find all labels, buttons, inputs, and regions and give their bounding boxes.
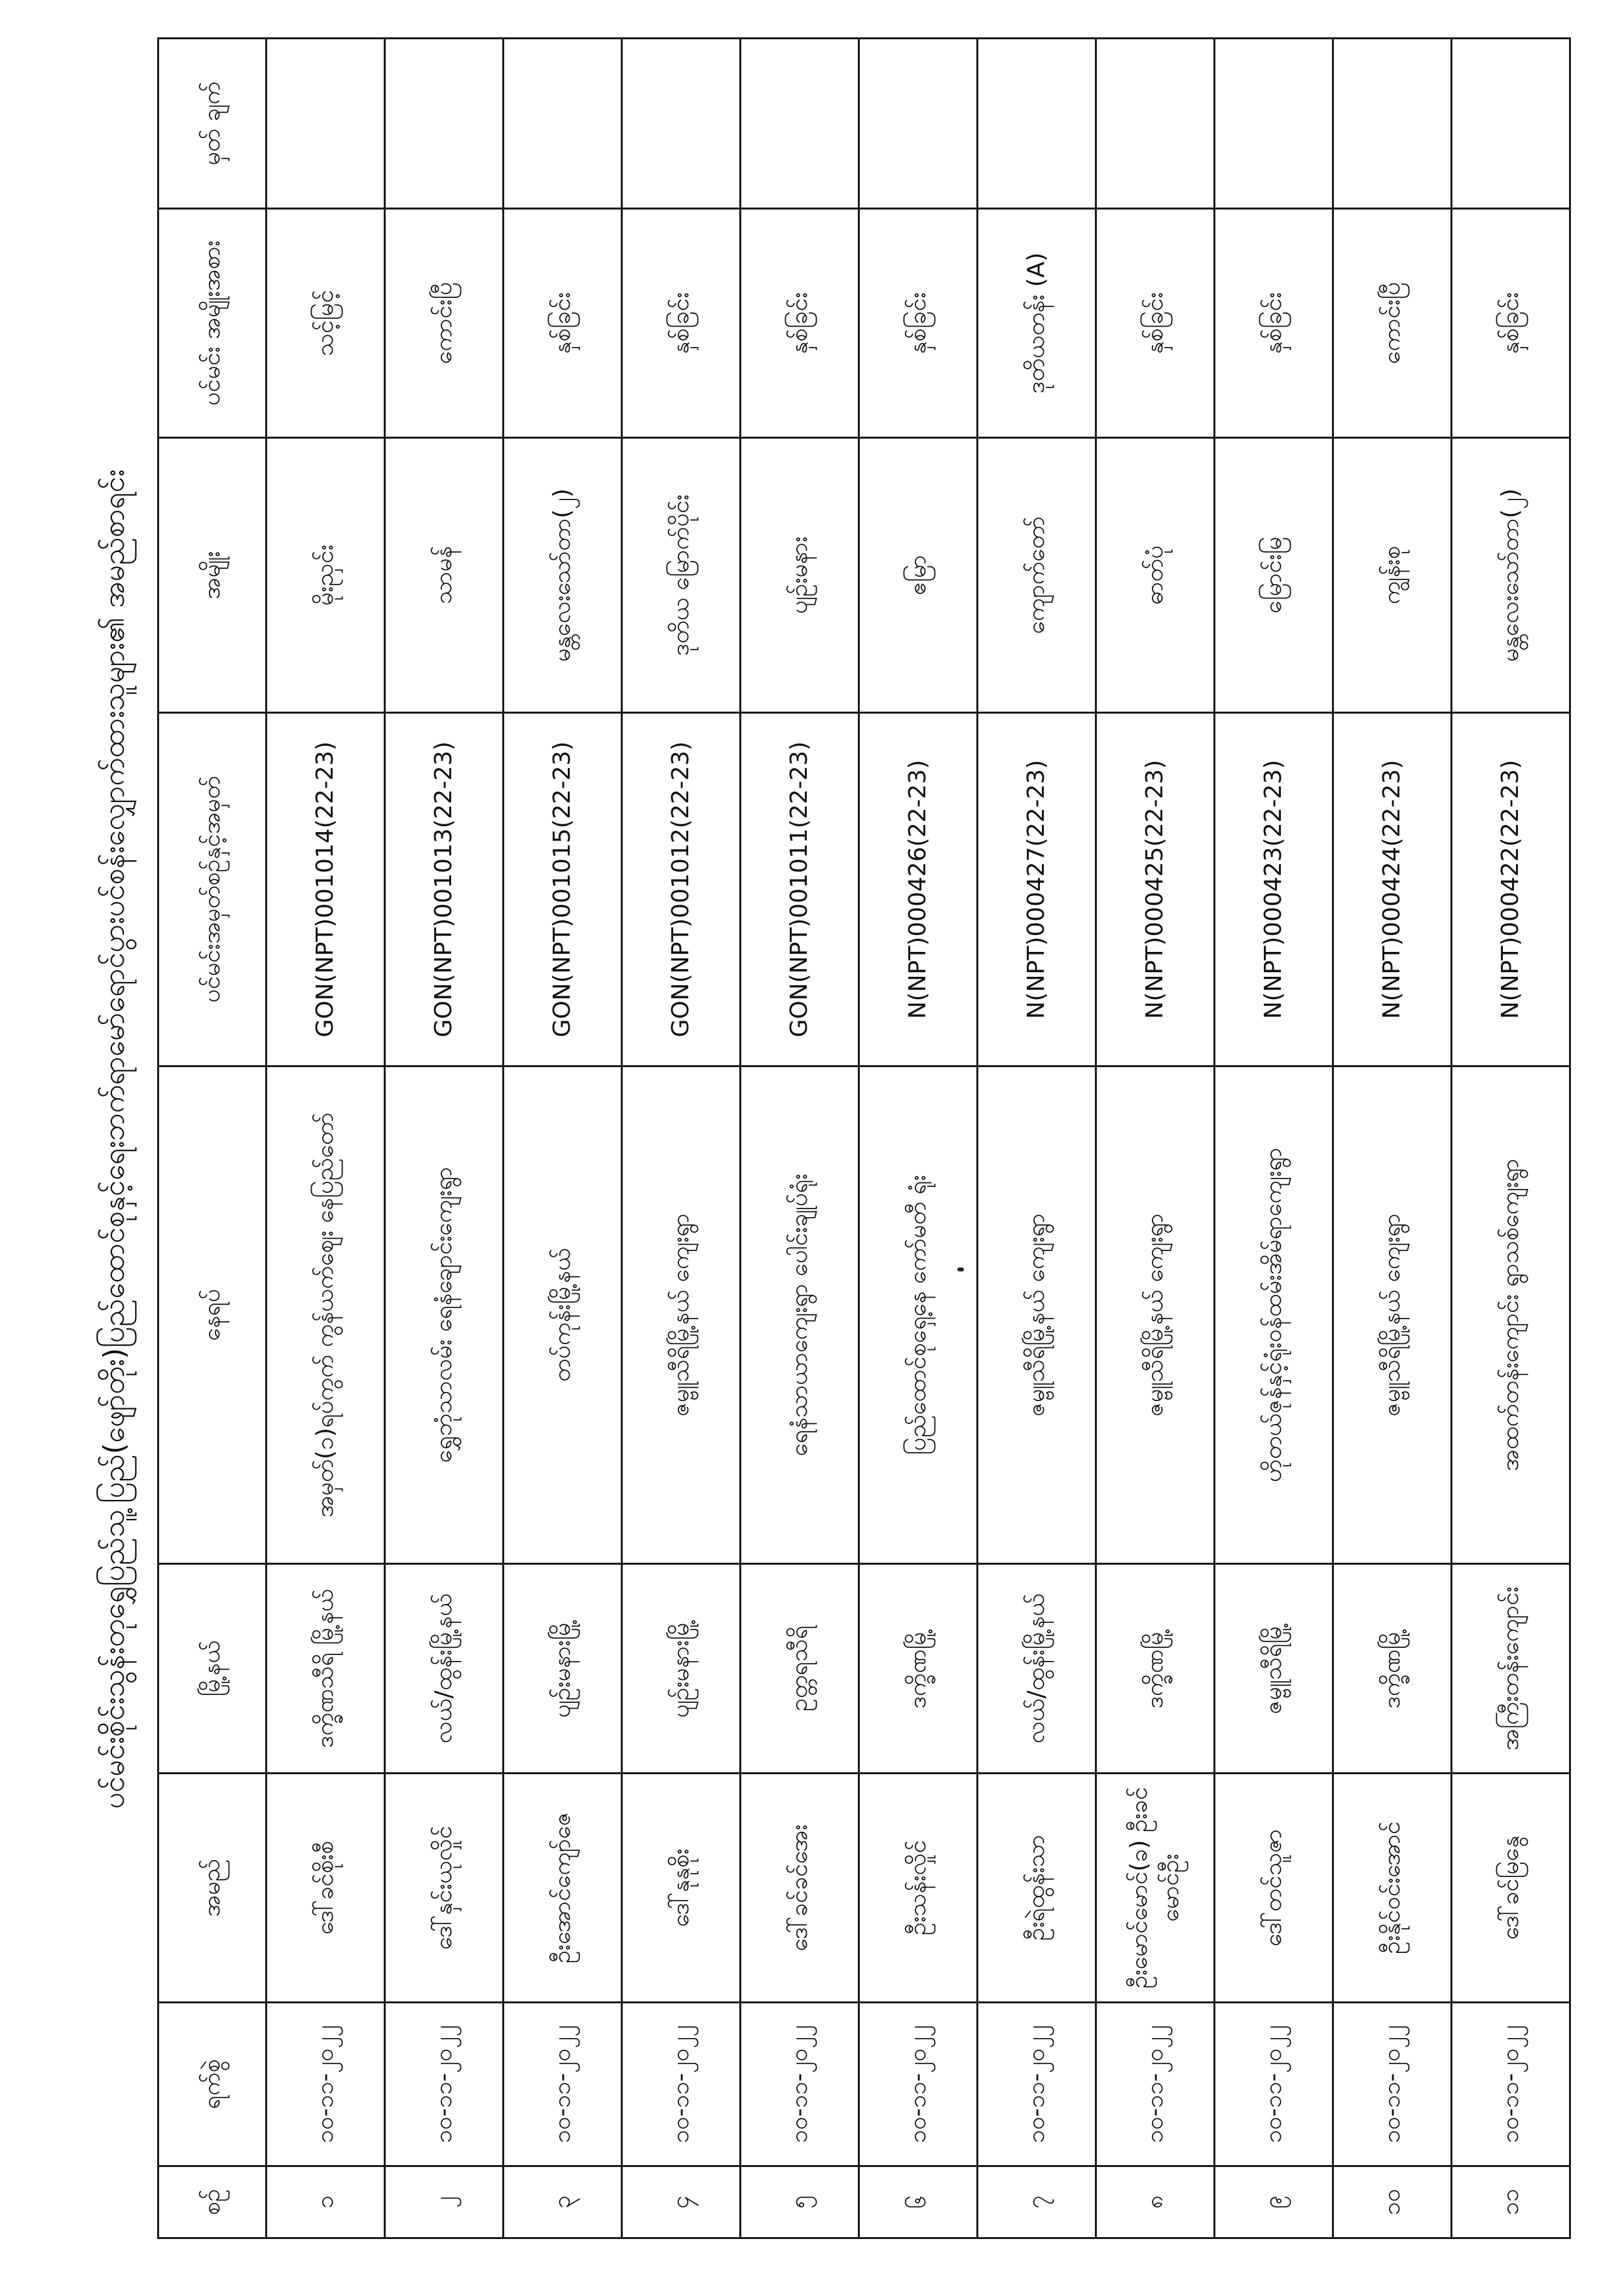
cell-serial: ၉ [1215,2166,1333,2238]
cell-category: နှစ်ခြင်း [1096,209,1215,438]
cell-serial: ၆ [859,2166,978,2238]
cell-remarks [1452,39,1570,209]
cell-name: ဦးမောင်မောင်(ခ) ဦးခင်မောင်ဦး [1096,1774,1215,2003]
document-title: ပင်မင်းစိုင်းသွန်းတုရွှေပြည်သူ့ပြည်(ဖျော်တိုး)ပြည်ထောင်စုနှင့်ရေးဘက်ရာမော်ရောင်ပွားပင်စန်းလျှောက်ထားသူများ၏ အမည်စာရင်း [98,469,131,1810]
cell-type: မိုးညှင်း [267,438,385,713]
cell-name: ဦးနိုင်ဝင်းအောင် [1333,1774,1452,2003]
cell-type: မန္တလေးသော်တာ(၂) [504,438,622,713]
header-date: ရက်စွဲ [158,2003,267,2166]
header-township: မြို့နယ် [158,1564,267,1774]
cell-permit-number: GON(NPT)001015(22-23) [504,713,622,1066]
cell-township: လယ်/ထွန်းမြို့နယ် [385,1564,504,1774]
cell-serial: ၇ [978,2166,1096,2238]
cell-township: ဥတ္တရသီရိ [741,1564,859,1774]
cell-name: ဒေါ်ခင်မြနွေ [1452,1774,1570,2003]
table-header [158,39,267,2238]
cell-township: လယ်/ထွန်းမြို့နယ် [978,1564,1096,1774]
cell-date: ၁၀-၁၁-၂၀၂၂ [267,2003,385,2166]
header-serial: စဉ် [158,2166,267,2238]
cell-remarks [978,39,1096,209]
cell-remarks [741,39,859,209]
cell-serial: ၅ [741,2166,859,2238]
cell-address: ဇမ္ဗူသီရိမြို့နယ် ကျေးရွာ [1333,1066,1452,1564]
cell-serial: ၁၁ [1452,2166,1570,2238]
cell-name: ဦးသန်းလှိုင် [859,1774,978,2003]
cell-type: မန္တလေးသော်တာ(၂) [1452,438,1570,713]
table-row [267,39,385,2238]
cell-date: ၁၀-၁၁-၂၀၂၂ [1452,2003,1570,2166]
cell-address: အမှတ်(၁)ရပ်ကွက် ကွန်ယက်ဈေး နေပြည်တော် [267,1066,385,1564]
cell-name: ဦးအောင်ကျော်ဇေ [504,1774,622,2003]
cell-category: နှစ်ခြင်း [1452,209,1570,438]
cell-serial: ၁၀ [1333,2166,1452,2238]
table-row [1452,39,1570,2238]
cell-date: ၁၀-၁၁-၂၀၂၂ [1333,2003,1452,2166]
table-row [622,39,741,2238]
cell-remarks [504,39,622,209]
cell-category: နှစ်ခြင်း [622,209,741,438]
table-row [1333,39,1452,2238]
cell-type: မြောင်းမြ [1215,438,1333,713]
cell-permit-number: N(NPT)000422(22-23) [1452,713,1570,1066]
cell-date: ၁၀-၁၁-၂၀၂၂ [504,2003,622,2166]
table-row [978,39,1096,2238]
cell-address: ဇမ္ဗူသီရိမြို့နယ် ကျေးရွာ [622,1066,741,1564]
table-row [859,39,978,2238]
cell-category: နှစ်ခြင်း [1215,209,1333,438]
cell-type: ပျဉ်းမနား [741,438,859,713]
ink-mark [957,1267,964,1271]
cell-township: ဒက္ခိဏမြို့ [1333,1564,1452,1774]
cell-type: ကျွန်းစု [1333,438,1452,713]
header-category: ပင်မင်း အမျိုးအစား [158,209,267,438]
cell-type: ကျောက်တော် [978,438,1096,713]
cell-type: သာမန် [385,438,504,713]
cell-permit-number: N(NPT)000424(22-23) [1333,713,1452,1066]
cell-permit-number: N(NPT)000425(22-23) [1096,713,1215,1066]
cell-township: ဒက္ခိဏမြို့ [1096,1564,1215,1774]
cell-category: ဒုတိယတန်း (A) [978,209,1096,438]
table-row [1096,39,1215,2238]
cell-permit-number: GON(NPT)001014(22-23) [267,713,385,1066]
cell-category: ကောင်းပြီ [385,209,504,438]
cell-date: ၁၀-၁၁-၂၀၂၂ [622,2003,741,2166]
cell-address: ဟိုတယ်ဇုန်နှင့်ရုံးဝန်ထမ်းအိမ်ရာကျေးရွာ [1215,1066,1333,1564]
register-table [157,37,1571,2239]
table-row [741,39,859,2238]
cell-serial: ၃ [504,2166,622,2238]
cell-township: ပျဉ်းမနားမြို့ [622,1564,741,1774]
cell-township: အကြီးတန်းကျောင်း [1452,1564,1570,1774]
rotated-page [92,39,1532,2239]
cell-serial: ၈ [1096,2166,1215,2238]
cell-date: ၁၀-၁၁-၂၀၂၂ [1096,2003,1215,2166]
cell-permit-number: GON(NPT)001013(22-23) [385,713,504,1066]
cell-remarks [1096,39,1215,209]
cell-name: ဒေါ်နှင်းယုလှိုင် [385,1774,504,2003]
cell-category: နှစ်ခြင်း [741,209,859,438]
cell-date: ၁၀-၁၁-၂၀၂၂ [978,2003,1096,2166]
cell-name: ဒေါ်ခင်စိုးစီ [267,1774,385,2003]
cell-serial: ၄ [622,2166,741,2238]
cell-name: ဦးရဲထွန်းသာ [978,1774,1096,2003]
cell-address: ရေနံသာယာကျေးရွာ ပေါင်းချုပ်ရုံး [741,1066,859,1564]
cell-remarks [1215,39,1333,209]
cell-permit-number: GON(NPT)001011(22-23) [741,713,859,1066]
cell-permit-number: N(NPT)000427(22-23) [978,713,1096,1066]
cell-name: ဒေါ်နုနုစိုး [622,1774,741,2003]
cell-township: ပျဉ်းမနားမြို့ [504,1564,622,1774]
cell-address: ပြည်ထောင်စုရှေ့နေ ကော်မတီ ရုံး [859,1066,978,1564]
cell-date: ၁၀-၁၁-၂၀၂၂ [1215,2003,1333,2166]
cell-name: ဒေါ်တင်သူဇာ [1215,1774,1333,2003]
cell-township: ဇမ္ဗူသီရိမြို့ [1215,1564,1333,1774]
cell-date: ၁၀-၁၁-၂၀၂၂ [385,2003,504,2166]
cell-category: နှစ်ခြင်း [859,209,978,438]
header-name: အမည် [158,1774,267,2003]
cell-remarks [1333,39,1452,209]
cell-category: သင့်မြင့် [267,209,385,438]
header-row [158,39,267,2238]
cell-date: ၁၀-၁၁-၂၀၂၂ [859,2003,978,2166]
table-row [504,39,622,2238]
header-remarks: မှတ် ချက် [158,39,267,209]
cell-permit-number: N(NPT)000423(22-23) [1215,713,1333,1066]
cell-address: တပ်ကုန်းမြို့နယ် [504,1066,622,1564]
cell-category: ကောင်းပြီ [1333,209,1452,438]
cell-remarks [267,39,385,209]
cell-type: ဒုတိယ မြောက်ပိုင်း [622,438,741,713]
table-body [267,39,1570,2238]
cell-serial: ၁ [267,2166,385,2238]
cell-permit-number: GON(NPT)001012(22-23) [622,713,741,1066]
header-type: အမျိုး [158,438,267,713]
cell-type: ဓာတ်ပုံ [1096,438,1215,713]
cell-address: ဇမ္ဗူသီရိမြို့နယ် ကျေးရွာ [1096,1066,1215,1564]
cell-address: ဇမ္ဗူသီရိမြို့နယ် ကျေးရွာ [978,1066,1096,1564]
cell-category: နှစ်ခြင်း [504,209,622,438]
cell-name: ဒေါ်ခင်ခင်အေး [741,1774,859,2003]
header-address: နေရပ် [158,1066,267,1564]
cell-remarks [859,39,978,209]
cell-township: ဒက္ခိဏမြို့ [859,1564,978,1774]
cell-permit-number: N(NPT)000426(22-23) [859,713,978,1066]
table-row [1215,39,1333,2238]
cell-date: ၁၀-၁၁-၂၀၂၂ [741,2003,859,2166]
cell-township: ဒက္ခိဏသီရိ မြို့နယ် [267,1564,385,1774]
cell-address: ရွှေဘုံသာလမ်း ရေနံချောင်းကျေးရွာ [385,1066,504,1564]
cell-address: အထက်တန်းကျောင်း ရွာသစ်ကျေးရွာ [1452,1066,1570,1564]
table-row [385,39,504,2238]
header-permit-number: ပင်မင်းအမှတ်စဉ်နှင့်အမှတ် [158,713,267,1066]
cell-remarks [385,39,504,209]
cell-type: ဧမြာ [859,438,978,713]
cell-remarks [622,39,741,209]
cell-serial: ၂ [385,2166,504,2238]
